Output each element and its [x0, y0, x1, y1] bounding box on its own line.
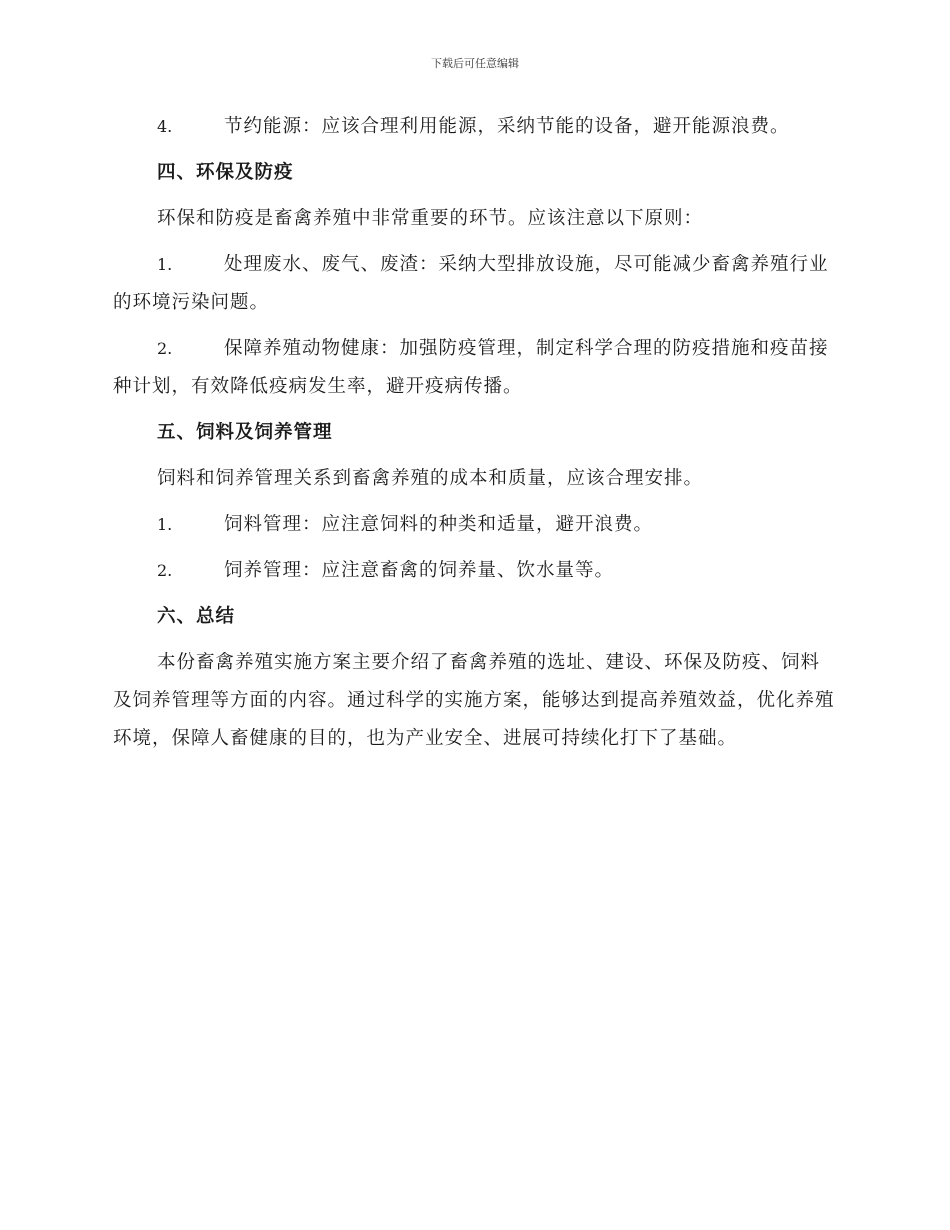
list-item-feed-management: [113, 506, 835, 544]
list-item-waste: [113, 246, 835, 322]
section-heading-environment: 四、环保及防疫: [157, 162, 294, 183]
list-number: 1.: [157, 515, 173, 534]
list-item-animal-health: [113, 330, 835, 406]
list-item-text: 处理废水、废气、废渣：采纳大型排放设施，尽可能减少畜禽养殖行业的环境污染问题。: [113, 254, 829, 313]
paragraph: 饲料和饲养管理关系到畜禽养殖的成本和质量，应该合理安排。: [157, 468, 704, 489]
paragraph: 环保和防疫是畜禽养殖中非常重要的环节。应该注意以下原则：: [157, 208, 704, 229]
section-heading-summary: 六、总结: [157, 606, 236, 627]
document-body: [113, 108, 835, 766]
list-item-save-energy: [113, 108, 835, 146]
page-header: 下载后可任意编辑: [431, 57, 519, 70]
paragraph: 本份畜禽养殖实施方案主要介绍了畜禽养殖的选址、建设、环保及防疫、饲料及饲养管理等方面的内容。通过科学的实施方案，能够达到提高养殖效益，优化养殖环境，保障人畜健康的目的，也为产业安全、进展可持续化打下了基础。: [113, 652, 835, 749]
list-item-text: 饲养管理：应注意畜禽的饲养量、饮水量等。: [224, 560, 615, 581]
list-item-text: 饲料管理：应注意饲料的种类和适量，避开浪费。: [224, 514, 654, 535]
list-item-raising-management: [113, 552, 835, 590]
list-number: 2.: [157, 561, 173, 580]
list-item-text: 保障养殖动物健康：加强防疫管理，制定科学合理的防疫措施和疫苗接种计划，有效降低疫病发生率，避开疫病传播。: [113, 338, 829, 397]
list-item-text: 节约能源：应该合理利用能源，采纳节能的设备，避开能源浪费。: [224, 116, 790, 137]
list-number: 4.: [157, 117, 173, 136]
list-number: 1.: [157, 255, 173, 274]
list-number: 2.: [157, 339, 173, 358]
section-heading-feed: 五、饲料及饲养管理: [157, 422, 333, 443]
